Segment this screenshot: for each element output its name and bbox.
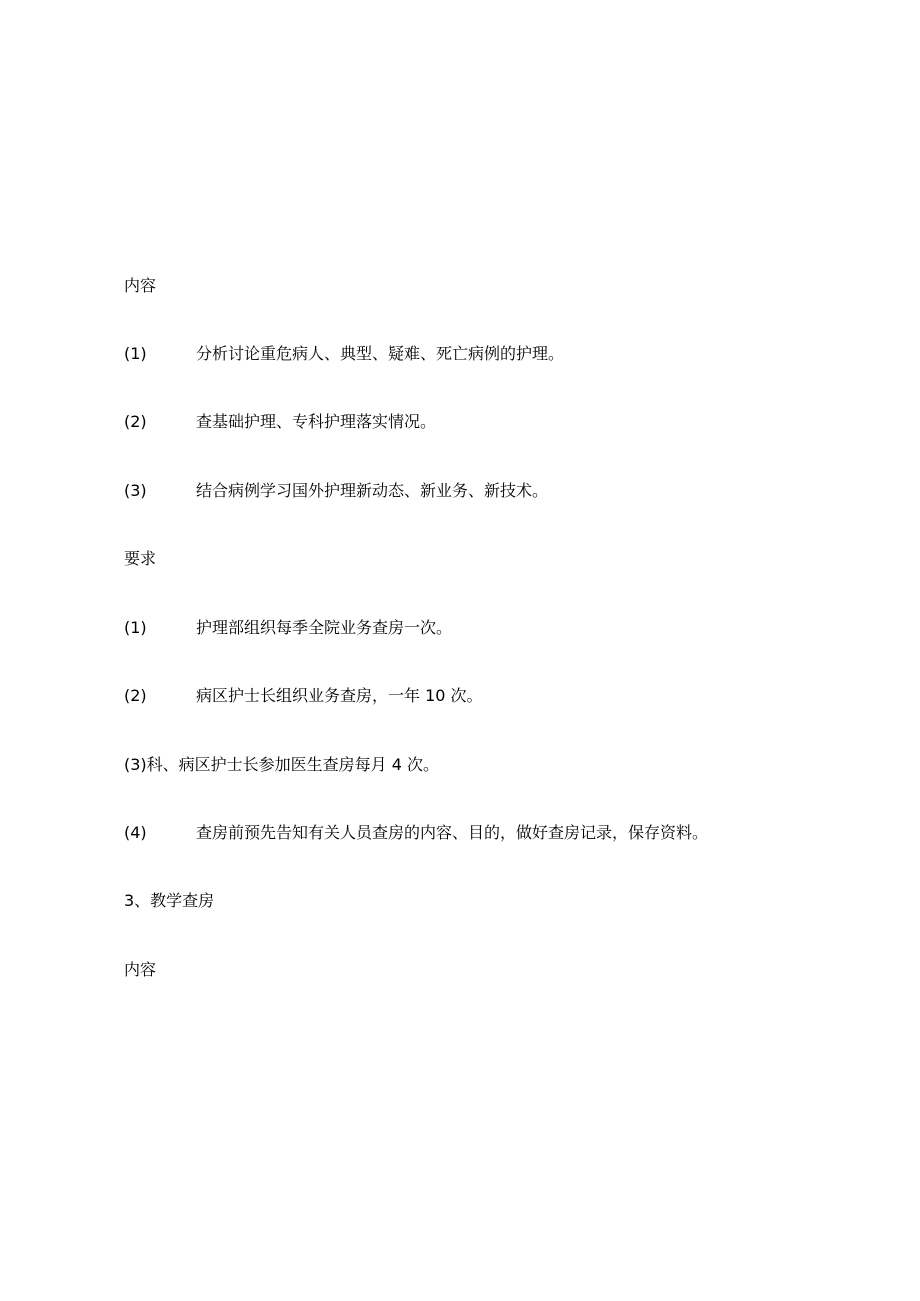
item-text: 病区护士长组织业务查房，一年 10 次。: [196, 686, 483, 705]
requirement-item-4: [124, 821, 708, 845]
content-item-3: [124, 479, 548, 503]
item-number: (4): [124, 823, 147, 842]
section-heading-teaching-rounds: 3、教学查房: [124, 891, 215, 910]
item-text: 查房前预先告知有关人员查房的内容、目的，做好查房记录，保存资料。: [196, 823, 709, 842]
item-text: 分析讨论重危病人、典型、疑难、死亡病例的护理。: [196, 344, 565, 363]
item-text: 结合病例学习国外护理新动态、新业务、新技术。: [196, 481, 549, 500]
item-text: 护理部组织每季全院业务查房一次。: [196, 618, 453, 637]
content-item-2: [124, 410, 436, 434]
section-heading-content-2: 内容: [124, 960, 157, 979]
requirement-item-2: [124, 684, 483, 708]
item-number: (2): [124, 686, 147, 705]
section-heading-content: 内容: [124, 276, 157, 295]
content-item-1: [124, 342, 564, 366]
item-number: (1): [124, 344, 147, 363]
item-number: (1): [124, 618, 147, 637]
section-heading-requirements: 要求: [124, 549, 157, 568]
item-number: (2): [124, 412, 147, 431]
item-text: 查基础护理、专科护理落实情况。: [196, 412, 437, 431]
requirement-item-3: (3)科、病区护士长参加医生查房每月 4 次。: [124, 755, 440, 774]
requirement-item-1: [124, 616, 452, 640]
item-number: (3): [124, 481, 147, 500]
